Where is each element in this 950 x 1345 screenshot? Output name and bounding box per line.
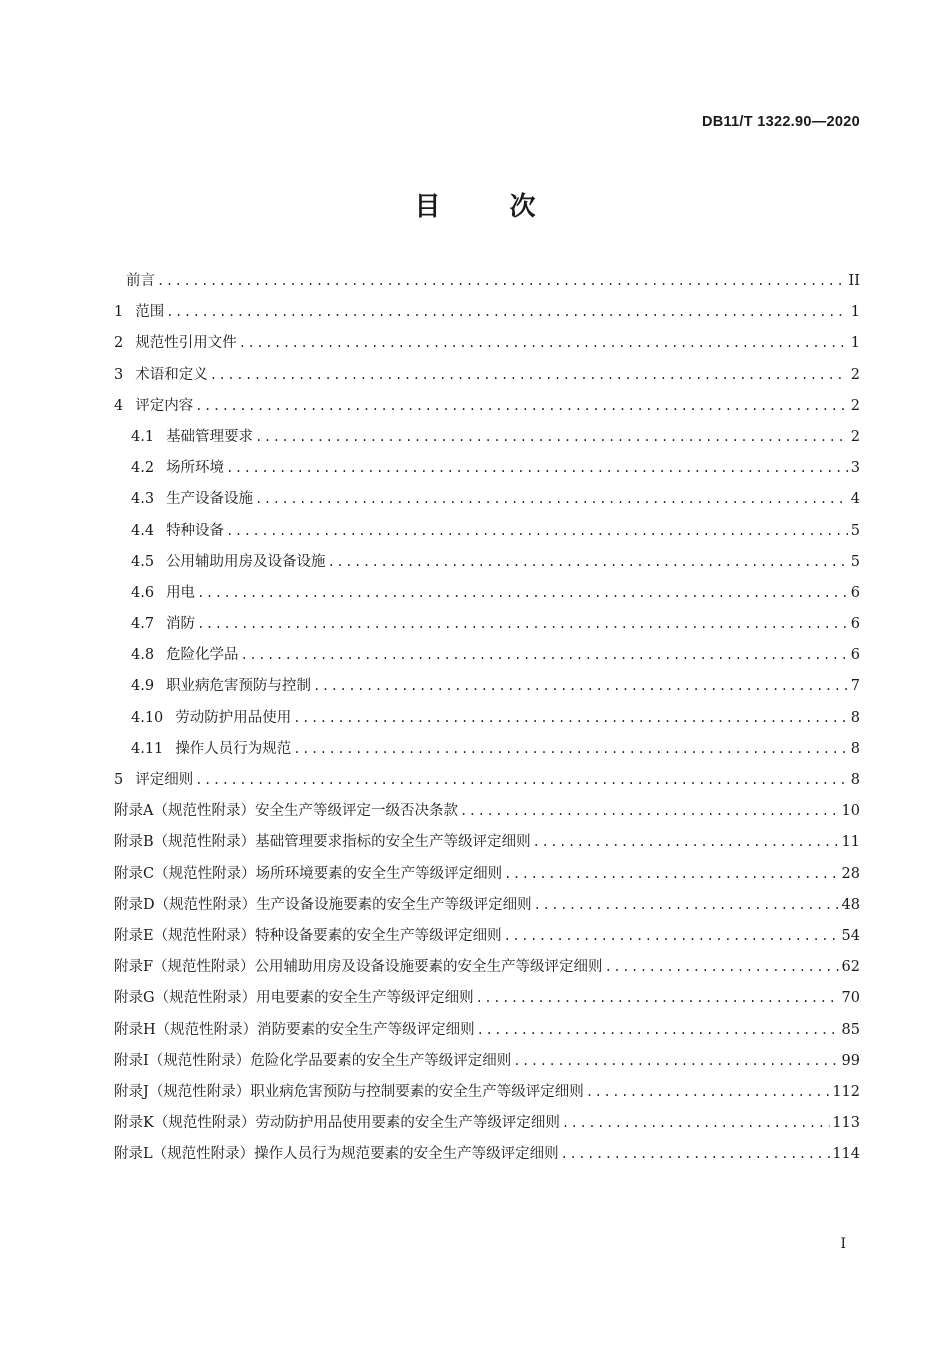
- toc-entry-label: 基础管理要求指标的安全生产等级评定细则: [255, 834, 531, 851]
- toc-entry-label: 评定内容: [135, 397, 194, 414]
- toc-entry-label: 前言: [126, 273, 155, 289]
- toc-entry-number: 4.8: [131, 647, 155, 664]
- toc-entry-number: 4.6: [131, 584, 155, 601]
- dot-leader: [166, 297, 848, 328]
- page-number: I: [840, 1236, 846, 1252]
- dot-leader: [293, 734, 848, 765]
- dot-leader: [460, 796, 840, 827]
- toc-entry-number: 附录F（规范性附录）: [114, 959, 255, 976]
- toc-entry-label: 规范性引用文件: [135, 335, 237, 352]
- toc-entry[interactable]: [114, 859, 860, 890]
- dot-leader: [239, 328, 848, 359]
- toc-entry-page: 54: [841, 927, 860, 944]
- toc-entry-page: 62: [841, 959, 860, 976]
- toc-entry-number: 4.10: [131, 709, 164, 726]
- toc-entry-number: 4.7: [131, 616, 155, 633]
- dot-leader: [255, 422, 848, 453]
- toc-entry[interactable]: [114, 983, 860, 1014]
- dot-leader: [504, 921, 840, 952]
- toc-entry[interactable]: [114, 422, 860, 453]
- dot-leader: [226, 516, 848, 547]
- toc-entry-number: 2: [114, 335, 124, 352]
- toc-entry[interactable]: [114, 640, 860, 671]
- toc-entry-page: 99: [841, 1052, 860, 1069]
- toc-entry-page: 7: [850, 678, 860, 695]
- toc-entry-number: 附录J（规范性附录）: [114, 1083, 251, 1100]
- toc-entry-label: 操作人员行为规范: [175, 740, 292, 757]
- toc-entry-page: 2: [850, 366, 860, 383]
- toc-entry[interactable]: [114, 796, 860, 827]
- dot-leader: [533, 827, 840, 858]
- toc-entry-number: 附录C（规范性附录）: [114, 865, 256, 882]
- toc-entry-number: 3: [114, 366, 124, 383]
- dot-leader: [210, 360, 848, 391]
- toc-entry[interactable]: [114, 734, 860, 765]
- dot-leader: [313, 671, 848, 702]
- toc-entry-number: 附录B（规范性附录）: [114, 834, 256, 851]
- document-code: DB11/T 1322.90—2020: [701, 114, 860, 130]
- toc-entry-number: 4.11: [131, 740, 164, 757]
- toc-entry[interactable]: [114, 827, 860, 858]
- dot-leader: [195, 391, 848, 422]
- toc-entry-label: 场所环境: [166, 460, 225, 477]
- toc-entry-number: 4.5: [131, 553, 155, 570]
- dot-leader: [241, 640, 848, 671]
- toc-entry-number: 附录H（规范性附录）: [114, 1021, 258, 1038]
- toc-entry-page: 85: [841, 1021, 860, 1038]
- toc-entry-page: 1: [850, 335, 860, 352]
- toc-entry-label: 劳动防护用品使用: [175, 709, 292, 726]
- toc-entry-number: 4.1: [131, 428, 155, 445]
- toc-entry-page: 114: [832, 1146, 860, 1163]
- toc-entry-page: 5: [850, 553, 860, 570]
- toc-entry-page: 2: [850, 397, 860, 414]
- page-title: 目 次: [414, 192, 566, 222]
- toc-entry[interactable]: [114, 391, 860, 422]
- toc-entry[interactable]: [114, 921, 860, 952]
- toc-entry-page: 112: [832, 1083, 860, 1100]
- toc-entry-label: 危险化学品要素的安全生产等级评定细则: [250, 1052, 512, 1069]
- dot-leader: [197, 578, 848, 609]
- dot-leader: [561, 1139, 831, 1170]
- toc-entry-label: 特种设备: [166, 522, 225, 539]
- toc-entry-number: 5: [114, 772, 124, 788]
- toc-entry-page: 10: [841, 803, 860, 820]
- toc-entry-number: 附录L（规范性附录）: [114, 1146, 255, 1163]
- toc-entry-label: 消防要素的安全生产等级评定细则: [257, 1021, 475, 1038]
- toc-entry[interactable]: [114, 297, 860, 328]
- toc-entry-number: 4.9: [131, 678, 155, 695]
- toc-entry[interactable]: [114, 1108, 860, 1139]
- dot-leader: [293, 703, 848, 734]
- toc-entry[interactable]: [114, 952, 860, 983]
- table-of-contents: [114, 266, 860, 1170]
- toc-entry-label: 安全生产等级评定一级否决条款: [254, 803, 458, 820]
- toc-entry-label: 生产设备设施要素的安全生产等级评定细则: [256, 896, 532, 913]
- toc-entry-label: 用电要素的安全生产等级评定细则: [256, 990, 474, 1007]
- toc-entry-number: 附录I（规范性附录）: [114, 1052, 251, 1069]
- toc-entry-label: 用电: [166, 584, 196, 601]
- toc-entry-page: 6: [850, 647, 860, 664]
- toc-entry-label: 术语和定义: [135, 366, 208, 383]
- dot-leader: [562, 1108, 830, 1139]
- toc-entry-page: 3: [850, 460, 860, 477]
- toc-entry-label: 职业病危害预防与控制要素的安全生产等级评定细则: [250, 1083, 584, 1100]
- dot-leader: [157, 266, 847, 297]
- toc-entry[interactable]: [114, 266, 860, 297]
- toc-entry-page: 8: [850, 740, 860, 757]
- toc-entry-page: II: [848, 273, 860, 289]
- toc-entry-page: 4: [850, 491, 860, 508]
- toc-entry-label: 范围: [135, 304, 165, 321]
- toc-entry-page: 2: [850, 428, 860, 445]
- toc-entry-number: 4.3: [131, 491, 155, 508]
- toc-entry-number: 附录D（规范性附录）: [114, 896, 257, 913]
- toc-entry-number: 附录E（规范性附录）: [114, 927, 256, 944]
- toc-entry[interactable]: [114, 1077, 860, 1108]
- toc-entry-label: 基础管理要求: [166, 428, 254, 445]
- toc-entry-page: 113: [832, 1115, 860, 1132]
- toc-entry-label: 场所环境要素的安全生产等级评定细则: [255, 865, 503, 882]
- dot-leader: [477, 1015, 840, 1046]
- toc-entry-label: 生产设备设施: [166, 491, 254, 508]
- toc-entry-page: 8: [850, 772, 860, 788]
- toc-entry-label: 公用辅助用房及设备设施: [166, 553, 326, 570]
- toc-entry-page: 8: [850, 709, 860, 726]
- toc-entry-number: 附录A（规范性附录）: [114, 803, 255, 820]
- toc-entry-number: 附录G（规范性附录）: [114, 990, 257, 1007]
- toc-entry[interactable]: [114, 703, 860, 734]
- dot-leader: [328, 547, 848, 578]
- dot-leader: [195, 765, 848, 796]
- toc-entry[interactable]: [114, 1046, 860, 1077]
- dot-leader: [476, 983, 840, 1014]
- toc-entry[interactable]: [114, 578, 860, 609]
- toc-entry[interactable]: [114, 1015, 860, 1046]
- toc-entry-number: 4.2: [131, 460, 155, 477]
- dot-leader: [586, 1077, 831, 1108]
- toc-entry-label: 劳动防护用品使用要素的安全生产等级评定细则: [255, 1115, 560, 1132]
- dot-leader: [513, 1046, 839, 1077]
- toc-entry-label: 危险化学品: [166, 647, 239, 664]
- toc-entry-number: 1: [114, 304, 124, 321]
- toc-entry-page: 1: [850, 304, 860, 321]
- toc-entry[interactable]: [114, 360, 860, 391]
- toc-entry-number: 附录K（规范性附录）: [114, 1115, 256, 1132]
- toc-entry-number: 4: [114, 397, 124, 414]
- toc-entry-label: 公用辅助用房及设备设施要素的安全生产等级评定细则: [254, 959, 603, 976]
- toc-entry-page: 6: [850, 616, 860, 633]
- toc-entry[interactable]: [114, 516, 860, 547]
- toc-entry-page: 11: [841, 834, 860, 851]
- toc-entry[interactable]: [114, 1139, 860, 1170]
- toc-entry-page: 70: [841, 990, 860, 1007]
- toc-entry-number: 4.4: [131, 522, 155, 539]
- toc-entry-page: 5: [850, 522, 860, 539]
- toc-entry-page: 48: [841, 896, 860, 913]
- toc-entry[interactable]: [114, 484, 860, 515]
- dot-leader: [255, 484, 848, 515]
- dot-leader: [605, 952, 840, 983]
- toc-entry-label: 评定细则: [135, 772, 194, 788]
- toc-entry-label: 职业病危害预防与控制: [166, 678, 312, 695]
- dot-leader: [197, 609, 848, 640]
- toc-entry[interactable]: [114, 328, 860, 359]
- toc-entry[interactable]: [114, 890, 860, 921]
- dot-leader: [504, 859, 839, 890]
- toc-entry[interactable]: [114, 765, 860, 796]
- toc-entry[interactable]: [114, 547, 860, 578]
- toc-entry-page: 28: [841, 865, 860, 882]
- toc-entry[interactable]: [114, 609, 860, 640]
- toc-entry-label: 操作人员行为规范要素的安全生产等级评定细则: [254, 1146, 559, 1163]
- toc-entry-label: 消防: [166, 616, 196, 633]
- toc-entry[interactable]: [114, 453, 860, 484]
- dot-leader: [226, 453, 848, 484]
- toc-entry-page: 6: [850, 584, 860, 601]
- dot-leader: [534, 890, 840, 921]
- toc-entry[interactable]: [114, 671, 860, 702]
- toc-entry-label: 特种设备要素的安全生产等级评定细则: [255, 927, 502, 944]
